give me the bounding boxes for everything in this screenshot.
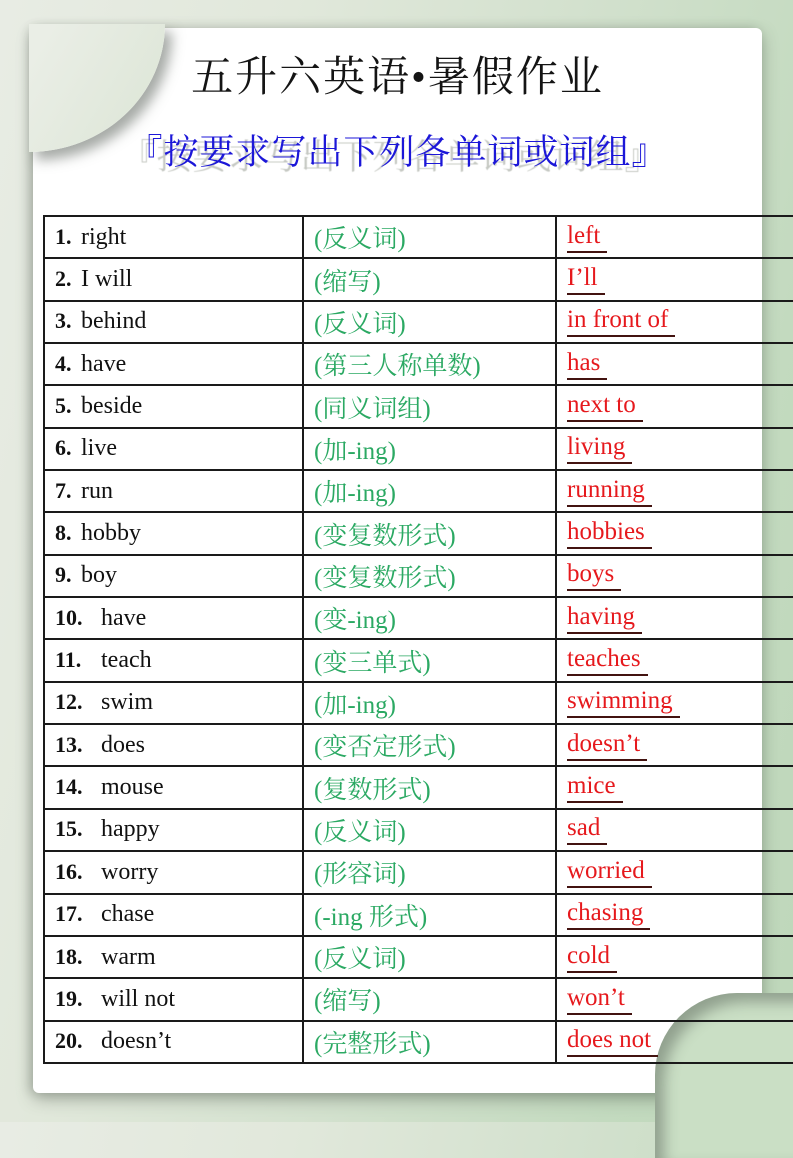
answer-text: swimming <box>567 687 680 718</box>
answer-cell <box>556 258 793 300</box>
table-row <box>44 766 793 808</box>
source-word: I will <box>81 266 133 293</box>
answer-cell <box>556 301 793 343</box>
requirement-label: (加-ing) <box>314 480 396 508</box>
requirement-cell <box>303 682 556 724</box>
answer-cell <box>556 597 793 639</box>
answer-text: does not <box>567 1026 658 1057</box>
answer-cell <box>556 470 793 512</box>
source-word-cell <box>44 936 303 978</box>
table-row <box>44 639 793 681</box>
table-row <box>44 809 793 851</box>
source-word-cell <box>44 639 303 681</box>
requirement-cell <box>303 639 556 681</box>
table-row <box>44 555 793 597</box>
table-row <box>44 978 793 1020</box>
requirement-cell <box>303 343 556 385</box>
table-row <box>44 894 793 936</box>
requirement-label: (加-ing) <box>314 691 396 719</box>
row-number: 10. <box>55 604 83 630</box>
source-word: chase <box>101 901 155 928</box>
source-word: live <box>81 435 117 462</box>
answer-cell <box>556 851 793 893</box>
row-number: 16. <box>55 858 83 884</box>
answer-cell <box>556 766 793 808</box>
requirement-cell <box>303 894 556 936</box>
answer-text: chasing <box>567 899 650 930</box>
answer-text: next to <box>567 391 643 422</box>
answer-cell <box>556 512 793 554</box>
requirement-label: (第三人称单数) <box>314 353 481 381</box>
answer-cell <box>556 385 793 427</box>
source-word: worry <box>101 858 159 885</box>
answer-cell <box>556 555 793 597</box>
requirement-cell <box>303 470 556 512</box>
source-word-cell <box>44 512 303 554</box>
answer-text: cold <box>567 942 617 973</box>
requirement-label: (反义词) <box>314 310 406 338</box>
row-number: 18. <box>55 943 83 969</box>
source-word: have <box>101 604 147 631</box>
source-word-cell <box>44 470 303 512</box>
source-word: hobby <box>81 520 141 547</box>
table-row <box>44 1021 793 1063</box>
source-word-cell <box>44 1021 303 1063</box>
source-word: run <box>81 477 113 504</box>
row-number: 7. <box>55 477 72 503</box>
source-word-cell <box>44 682 303 724</box>
answer-text: worried <box>567 857 652 888</box>
table-row <box>44 343 793 385</box>
requirement-label: (反义词) <box>314 818 406 846</box>
row-number: 8. <box>55 520 72 546</box>
answer-text: hobbies <box>567 518 652 549</box>
row-number: 4. <box>55 350 72 376</box>
table-row <box>44 597 793 639</box>
row-number: 13. <box>55 731 83 757</box>
table-row <box>44 936 793 978</box>
answer-text: won’t <box>567 984 632 1015</box>
requirement-cell <box>303 301 556 343</box>
source-word-cell <box>44 555 303 597</box>
source-word: behind <box>81 308 147 335</box>
table-row <box>44 216 793 258</box>
answer-text: has <box>567 349 607 380</box>
row-number: 12. <box>55 689 83 715</box>
requirement-label: (变三单式) <box>314 649 431 677</box>
source-word-cell <box>44 428 303 470</box>
answer-cell <box>556 216 793 258</box>
source-word: does <box>101 731 145 758</box>
requirement-cell <box>303 512 556 554</box>
answer-text: boys <box>567 560 621 591</box>
requirement-label: (变-ing) <box>314 607 396 635</box>
vocabulary-table <box>43 215 793 1064</box>
requirement-label: (完整形式) <box>314 1030 431 1058</box>
worksheet-card <box>33 28 762 1093</box>
source-word-cell <box>44 258 303 300</box>
requirement-label: (复数形式) <box>314 776 431 804</box>
source-word-cell <box>44 385 303 427</box>
answer-text: sad <box>567 814 607 845</box>
requirement-cell <box>303 851 556 893</box>
requirement-cell <box>303 555 556 597</box>
source-word: mouse <box>101 774 164 801</box>
answer-text: living <box>567 433 632 464</box>
table-row <box>44 470 793 512</box>
source-word: teach <box>101 647 152 674</box>
answer-text: running <box>567 476 652 507</box>
source-word: boy <box>81 562 117 589</box>
row-number: 11. <box>55 647 82 673</box>
answer-text: I’ll <box>567 264 605 295</box>
row-number: 1. <box>55 223 72 249</box>
answer-text: teaches <box>567 645 648 676</box>
source-word: happy <box>101 816 160 843</box>
source-word: right <box>81 223 127 250</box>
source-word: will not <box>101 985 176 1012</box>
section-subtitle: 『按要求写出下列各单词或词组』 <box>127 133 668 172</box>
row-number: 9. <box>55 562 72 588</box>
answer-cell <box>556 936 793 978</box>
requirement-cell <box>303 216 556 258</box>
requirement-label: (同义词组) <box>314 395 431 423</box>
answer-cell <box>556 343 793 385</box>
source-word-cell <box>44 597 303 639</box>
requirement-cell <box>303 936 556 978</box>
source-word-cell <box>44 894 303 936</box>
requirement-cell <box>303 385 556 427</box>
requirement-label: (变复数形式) <box>314 522 456 550</box>
requirement-cell <box>303 428 556 470</box>
requirement-label: (加-ing) <box>314 437 396 465</box>
answer-text: left <box>567 222 607 253</box>
row-number: 15. <box>55 816 83 842</box>
row-number: 19. <box>55 985 83 1011</box>
requirement-label: (变否定形式) <box>314 734 456 762</box>
source-word-cell <box>44 766 303 808</box>
requirement-label: (反义词) <box>314 946 406 974</box>
source-word-cell <box>44 978 303 1020</box>
row-number: 6. <box>55 435 72 461</box>
source-word-cell <box>44 851 303 893</box>
source-word: doesn’t <box>101 1028 172 1055</box>
source-word: swim <box>101 689 154 716</box>
page-title: 五升六英语•暑假作业 <box>191 55 604 101</box>
source-word-cell <box>44 216 303 258</box>
source-word-cell <box>44 724 303 766</box>
table-row <box>44 724 793 766</box>
answer-text: mice <box>567 772 623 803</box>
answer-cell <box>556 978 793 1020</box>
source-word: have <box>81 350 127 377</box>
source-word-cell <box>44 301 303 343</box>
table-row <box>44 301 793 343</box>
answer-text: doesn’t <box>567 730 647 761</box>
answer-text: having <box>567 603 642 634</box>
answer-cell <box>556 809 793 851</box>
source-word-cell <box>44 809 303 851</box>
requirement-cell <box>303 724 556 766</box>
source-word-cell <box>44 343 303 385</box>
source-word: warm <box>101 943 156 970</box>
requirement-label: (形容词) <box>314 861 406 889</box>
answer-cell <box>556 894 793 936</box>
requirement-cell <box>303 766 556 808</box>
row-number: 3. <box>55 308 72 334</box>
table-row <box>44 512 793 554</box>
answer-cell <box>556 682 793 724</box>
answer-text: in front of <box>567 306 675 337</box>
requirement-cell <box>303 978 556 1020</box>
requirement-label: (反义词) <box>314 226 406 254</box>
source-word: beside <box>81 393 143 420</box>
table-row <box>44 258 793 300</box>
requirement-cell <box>303 597 556 639</box>
row-number: 14. <box>55 774 83 800</box>
requirement-label: (-ing 形式) <box>314 903 428 931</box>
requirement-label: (缩写) <box>314 268 381 296</box>
row-number: 17. <box>55 901 83 927</box>
row-number: 20. <box>55 1028 83 1054</box>
answer-cell <box>556 639 793 681</box>
answer-cell <box>556 724 793 766</box>
table-row <box>44 385 793 427</box>
row-number: 5. <box>55 393 72 419</box>
row-number: 2. <box>55 266 72 292</box>
table-row <box>44 851 793 893</box>
answer-cell <box>556 428 793 470</box>
requirement-label: (缩写) <box>314 988 381 1016</box>
requirement-cell <box>303 809 556 851</box>
vocabulary-table-body <box>44 216 793 1063</box>
table-row <box>44 682 793 724</box>
table-row <box>44 428 793 470</box>
requirement-cell <box>303 258 556 300</box>
answer-cell <box>556 1021 793 1063</box>
requirement-label: (变复数形式) <box>314 564 456 592</box>
requirement-cell <box>303 1021 556 1063</box>
